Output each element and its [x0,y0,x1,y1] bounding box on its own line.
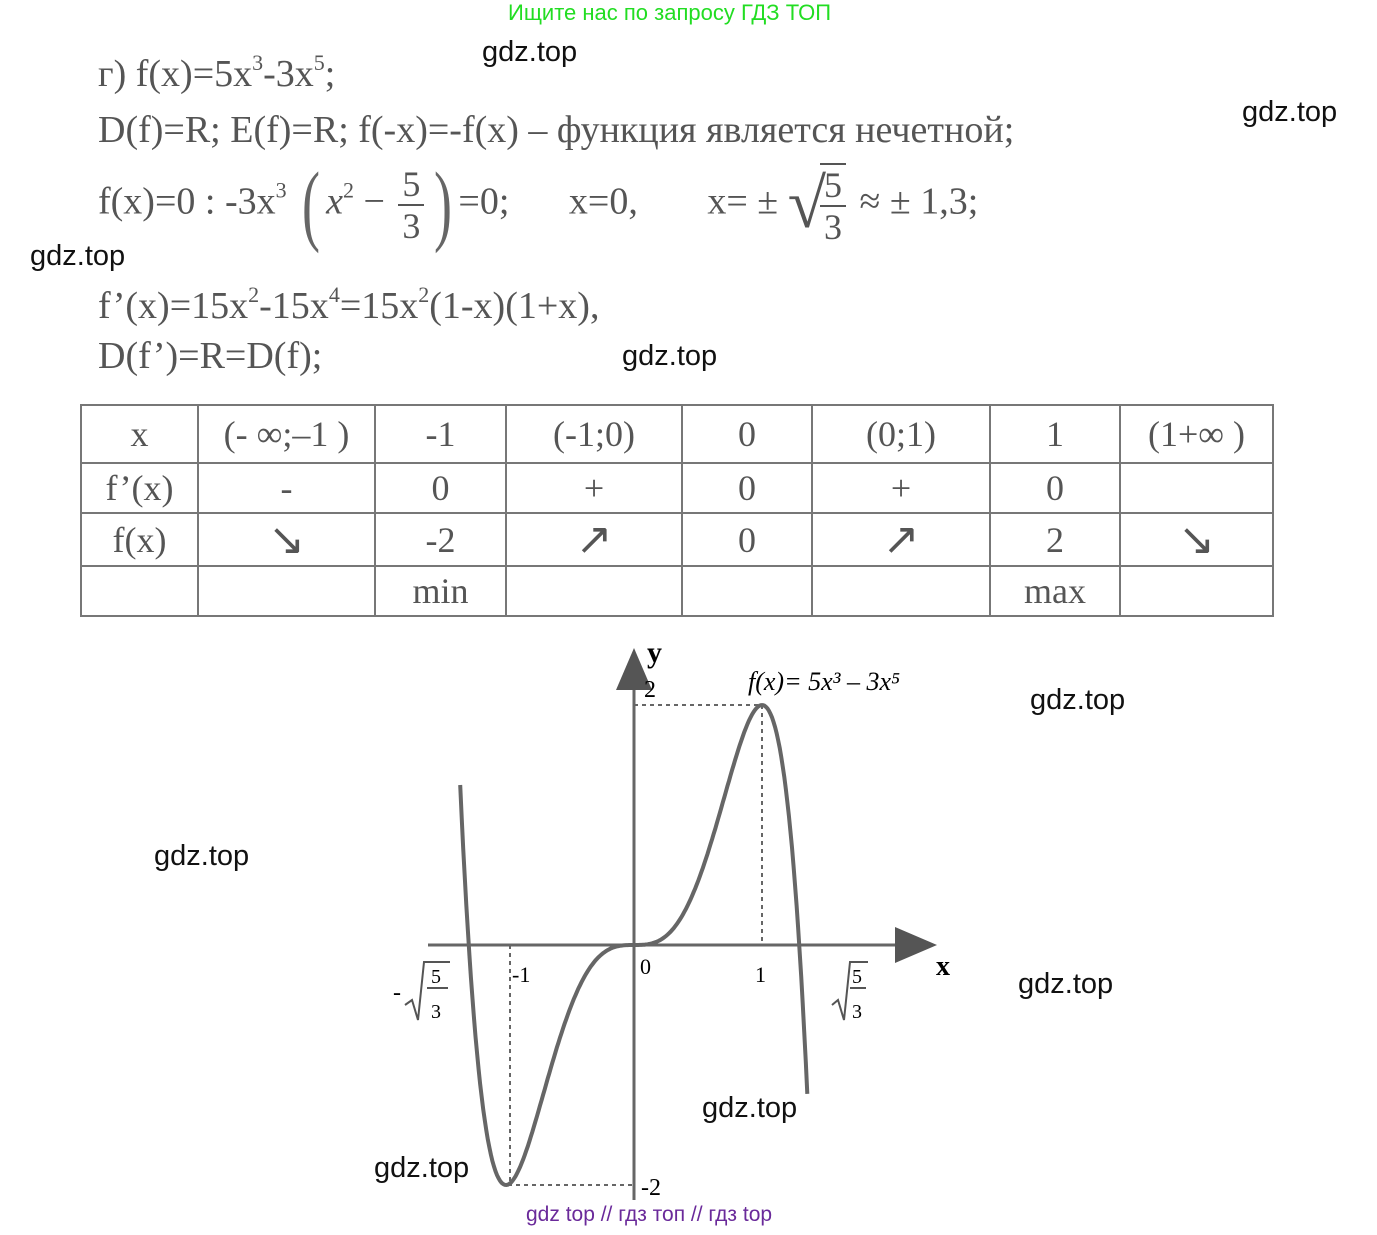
table-cell: 2 [990,513,1120,566]
table-cell: -2 [375,513,506,566]
table-cell: 0 [375,463,506,513]
watermark: gdz.top [154,840,250,872]
table-cell: (1+∞ ) [1120,405,1273,463]
line-2: D(f)=R; E(f)=R; f(-x)=-f(x) – функция является нечетной; [98,109,1015,151]
arrow-up-icon: ↗ [506,513,682,566]
y-tick-neg2: -2 [641,1175,661,1201]
origin-label: 0 [640,954,651,979]
arrow-up-icon: ↗ [812,513,990,566]
table-cell: 0 [682,405,812,463]
table-cell: 1 [990,405,1120,463]
table-cell: 0 [682,463,812,513]
y-tick-2: 2 [644,677,656,703]
table-cell: + [506,463,682,513]
table-cell: (- ∞;–1 ) [198,405,375,463]
table-cell: f(x) [81,513,198,566]
watermark: gdz.top [702,1092,798,1124]
func-label: f(x)= 5x³ – 3x⁵ [748,667,901,696]
table-cell: 0 [990,463,1120,513]
table-cell: x [81,405,198,463]
search-banner: Ищите нас по запросу ГДЗ ТОП [508,0,832,25]
arrow-down-icon: ↘ [1120,513,1273,566]
root-neg-den: 3 [431,1001,441,1023]
x-tick-1: 1 [755,962,766,987]
table-cell: max [990,566,1120,616]
watermark: gdz.top [622,340,718,372]
table-cell: f’(x) [81,463,198,513]
line-4: $f’(x)=15x^2-15x^4=15x^2(1-x)(1+x)$, [98,282,600,327]
root-neg-sign: - [393,980,401,1006]
watermark: gdz.top [374,1152,470,1184]
line-5: D(f’)=R=D(f); [98,335,323,377]
line-1: г) $f(x)=5x^3-3x^5$; [98,50,336,95]
table-cell: - [198,463,375,513]
watermark: gdz.top [1242,96,1338,128]
table-cell: (-1;0) [506,405,682,463]
root-pos-den: 3 [852,1001,862,1023]
root-pos-num: 5 [852,966,862,988]
table-cell: min [375,566,506,616]
watermark: gdz.top [1018,968,1114,1000]
table-cell: 0 [682,513,812,566]
watermark: gdz.top [30,240,126,272]
x-tick-neg1: -1 [512,962,531,987]
y-axis-label: y [647,636,662,669]
table-cell: -1 [375,405,506,463]
footer-links: gdz top // гдз топ // гдз top [526,1203,773,1226]
line-3: f(x)=0 : $-3x^3$ ( $x^2$ − $\frac{5}{3}$ ) =0; x=0, x= ± √ $\frac{5}{3}$ ≈ ± 1,3; [98,155,979,254]
watermark: gdz.top [1030,684,1126,716]
arrow-down-icon: ↘ [198,513,375,566]
x-axis-label: x [936,951,950,982]
root-neg-num: 5 [431,966,441,988]
watermark: gdz.top [482,36,578,68]
table-cell: + [812,463,990,513]
table-cell: (0;1) [812,405,990,463]
